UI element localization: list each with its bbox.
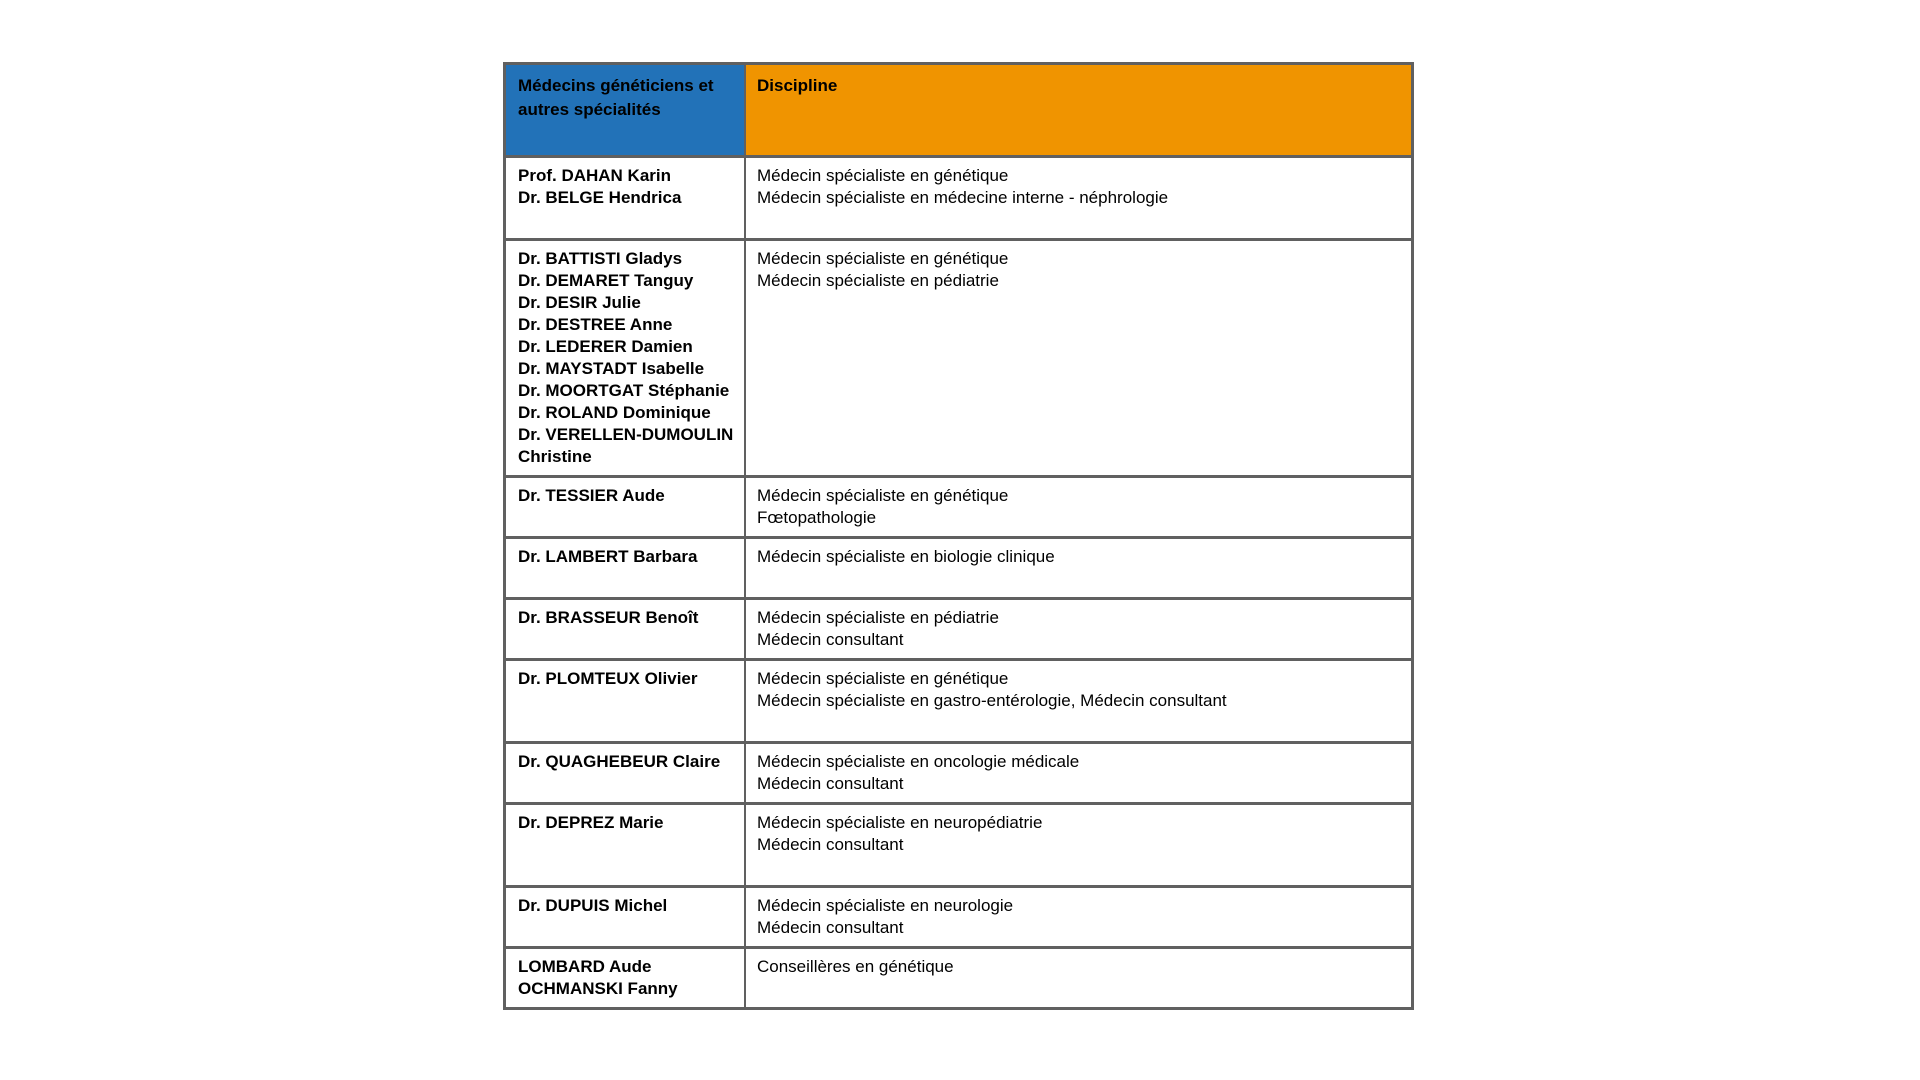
doctor-name: Dr. DESIR Julie [518,293,641,312]
doctor-name: Dr. DESTREE Anne [518,315,673,334]
doctor-name: Dr. LAMBERT Barbara [518,547,698,566]
doctors-table [503,62,1414,1010]
discipline-cell [744,241,1411,475]
discipline-text: Médecin spécialiste en génétique [757,669,1009,688]
doctor-name: Dr. ROLAND Dominique [518,403,711,422]
discipline-text: Médecin spécialiste en neurologie [757,896,1014,915]
discipline-cell [744,539,1411,597]
doctor-name: Dr. BELGE Hendrica [518,188,682,207]
discipline-text: Médecin spécialiste en pédiatrie [757,608,999,627]
names-cell [506,539,744,597]
doctor-name: Dr. MOORTGAT Stéphanie [518,381,730,400]
discipline-cell [744,949,1411,1007]
discipline-cell [744,805,1411,885]
discipline-text: Médecin spécialiste en oncologie médicale [757,752,1080,771]
doctor-name: LOMBARD Aude [518,957,652,976]
discipline-text: Médecin spécialiste en génétique [757,166,1009,185]
header-names-cell [506,65,744,155]
doctor-name: Prof. DAHAN Karin [518,166,672,185]
table-row [506,597,1411,658]
header-discipline-label: Discipline [757,76,838,95]
discipline-text: Médecin consultant [757,918,904,937]
doctor-name: Dr. DEPREZ Marie [518,813,664,832]
table-row [506,155,1411,238]
discipline-text: Médecin spécialiste en médecine interne - néphrologie [757,188,1169,207]
discipline-text: Médecin consultant [757,630,904,649]
discipline-text: Fœtopathologie [757,508,877,527]
table-header-row [506,65,1411,155]
table-row [506,741,1411,802]
discipline-cell [744,158,1411,238]
discipline-cell [744,744,1411,802]
discipline-text [757,209,1401,231]
table-row [506,946,1411,1007]
table-row [506,885,1411,946]
doctor-name: Dr. QUAGHEBEUR Claire [518,752,721,771]
discipline-text [757,856,1401,878]
table-row [506,536,1411,597]
names-cell [506,661,744,741]
doctor-name: Dr. PLOMTEUX Olivier [518,669,698,688]
names-cell [506,888,744,946]
table-row [506,475,1411,536]
table-row [506,802,1411,885]
table-row [506,658,1411,741]
discipline-text [757,568,1401,590]
discipline-text: Médecin consultant [757,774,904,793]
discipline-text [757,712,1401,734]
names-cell [506,805,744,885]
discipline-text: Médecin spécialiste en pédiatrie [757,271,999,290]
names-cell [506,241,744,475]
discipline-text: Médecin spécialiste en neuropédiatrie [757,813,1043,832]
discipline-cell [744,478,1411,536]
names-cell [506,949,744,1007]
doctor-name: Dr. LEDERER Damien [518,337,693,356]
header-discipline-cell [744,65,1411,155]
doctor-name: Dr. VERELLEN-DUMOULIN [518,425,734,444]
header-names-label: Médecins généticiens et autres spécialités [518,76,714,119]
names-cell [506,158,744,238]
discipline-text: Médecin spécialiste en génétique [757,249,1009,268]
doctor-name: Dr. DUPUIS Michel [518,896,668,915]
doctor-name: Dr. BRASSEUR Benoît [518,608,699,627]
doctor-name: Dr. TESSIER Aude [518,486,665,505]
doctor-name: Christine [518,447,592,466]
names-cell [506,478,744,536]
doctor-name: OCHMANSKI Fanny [518,979,678,998]
discipline-text: Médecin spécialiste en génétique [757,486,1009,505]
doctor-name: Dr. DEMARET Tanguy [518,271,694,290]
names-cell [506,744,744,802]
discipline-cell [744,888,1411,946]
doctor-name: Dr. MAYSTADT Isabelle [518,359,705,378]
discipline-cell [744,661,1411,741]
doctor-name: Dr. BATTISTI Gladys [518,249,683,268]
table-row [506,238,1411,475]
discipline-cell [744,600,1411,658]
discipline-text: Conseillères en génétique [757,957,954,976]
names-cell [506,600,744,658]
discipline-text: Médecin spécialiste en biologie clinique [757,547,1055,566]
discipline-text: Médecin consultant [757,835,904,854]
discipline-text: Médecin spécialiste en gastro-entérologie, Médecin consultant [757,691,1227,710]
